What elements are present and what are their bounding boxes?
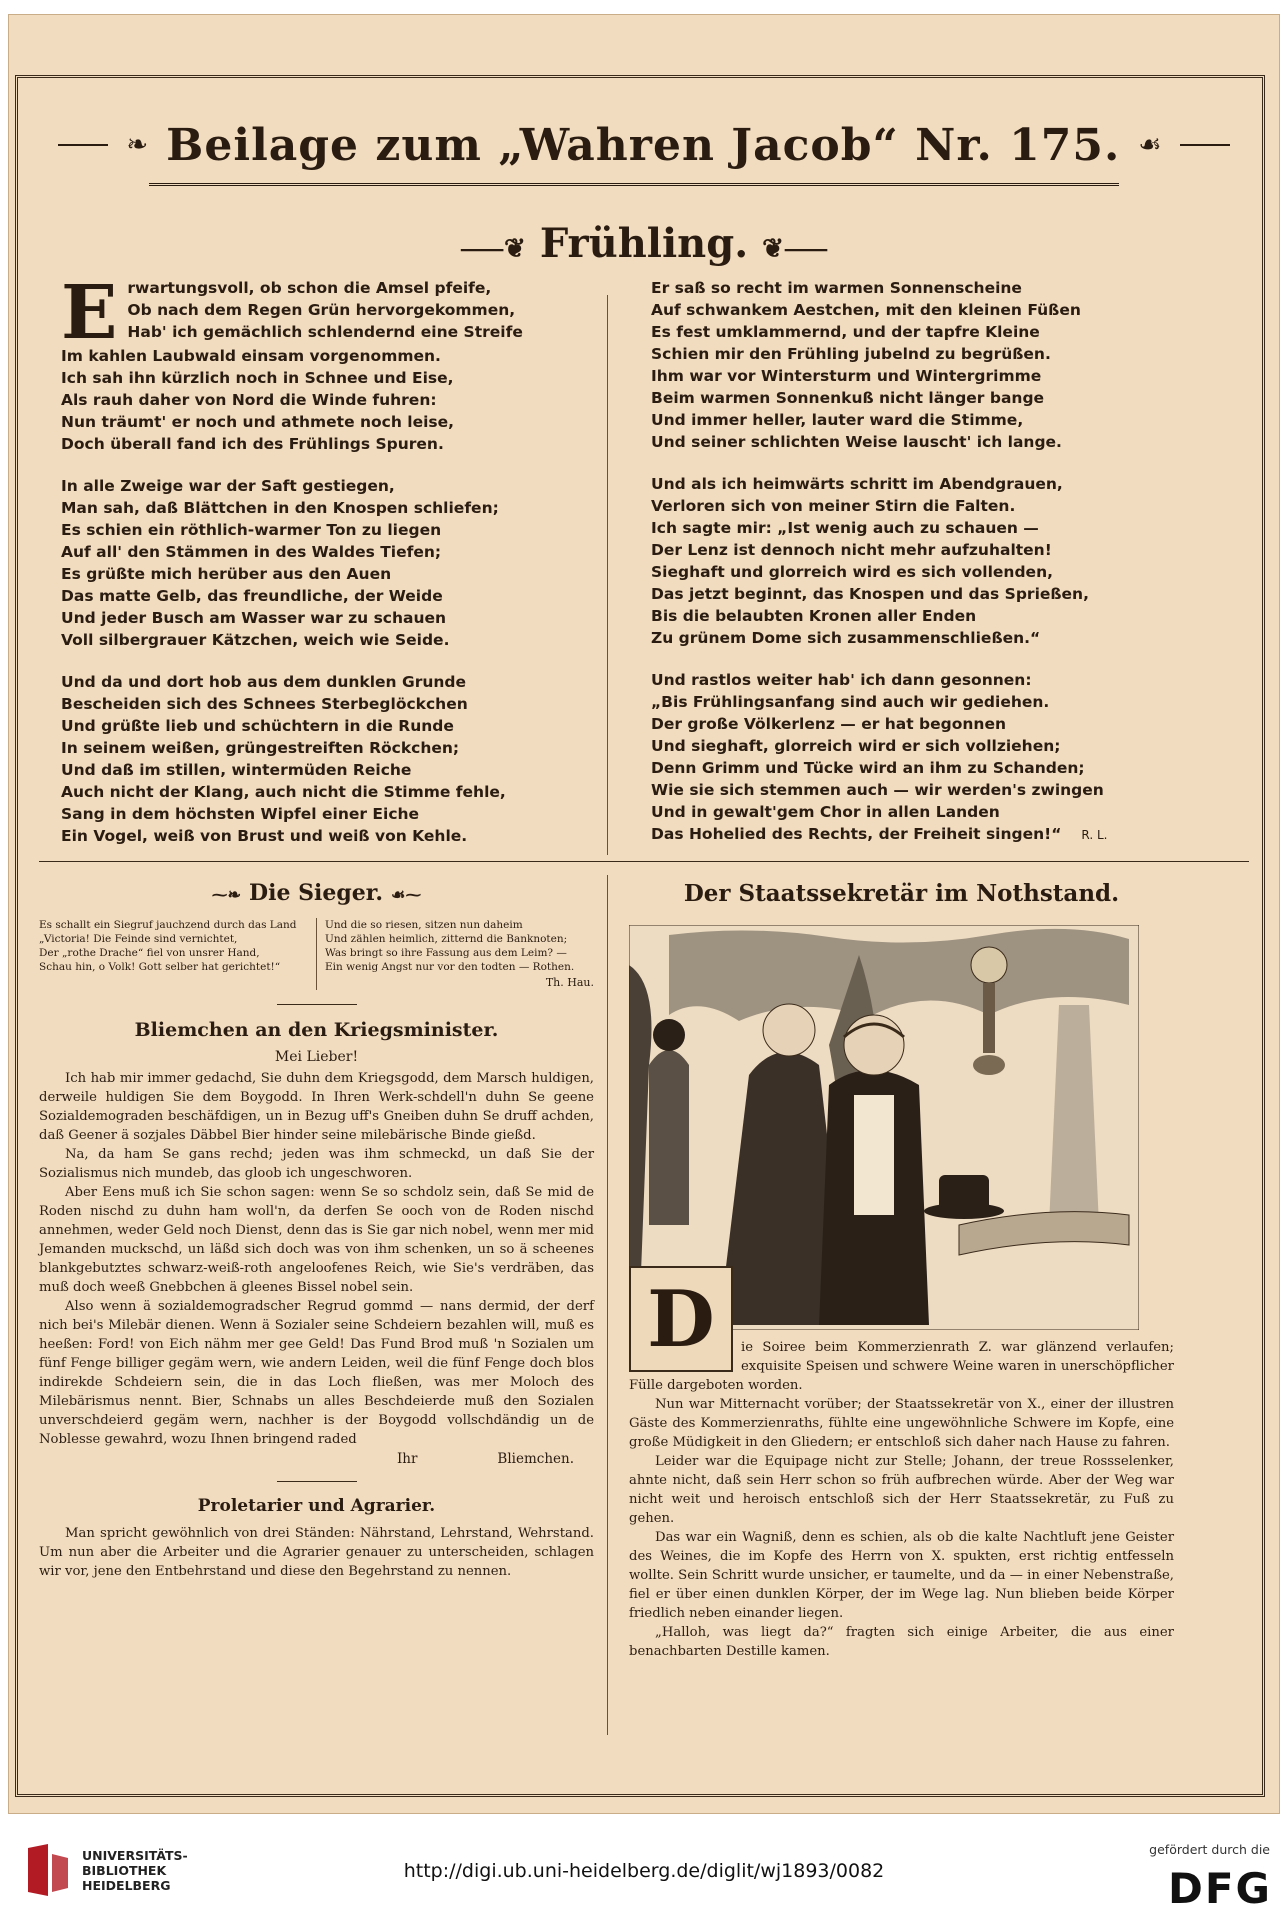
lower-column-divider <box>607 875 608 1735</box>
poem-line: Nun träumt' er noch und athmete noch leise, <box>61 413 455 431</box>
poem-line: Und immer heller, lauter ward die Stimme, <box>651 411 1024 429</box>
poem-line: Zu grünem Dome sich zusammenschließen.“ <box>651 629 1041 647</box>
poem-line: Man sah, daß Blättchen in den Knospen schliefen; <box>61 499 499 517</box>
staatssekretaer-title: Der Staatssekretär im Nothstand. <box>683 880 1120 907</box>
poem-line: Und die so riesen, sitzen nun daheim <box>325 919 523 931</box>
poem-line: Und grüßte lieb und schüchtern in die Runde <box>61 717 454 735</box>
paragraph: ie Soiree beim Kommerzienrath Z. war glänzend verlaufen; exquisite Speisen und schwere Weine waren in unerschöpflicher Fülle dargeboten worden. <box>629 1340 1174 1393</box>
poem-line: Als rauh daher von Nord die Winde fuhren: <box>61 391 437 409</box>
sieger-right-stanza <box>317 918 594 990</box>
bliemchen-letter <box>39 1069 594 1449</box>
paragraph: Leider war die Equipage nicht zur Stelle; Johann, der treue Rossselenker, ahnte nicht, daß sein Herr schon so früh aufbrechen würde. Aber der Weg war nicht weit und heroisch entschloß sich der Herr Staatssekretär, zu Fuß zu gehen. <box>629 1454 1174 1526</box>
poem-line: Ob nach dem Regen Grün hervorgekommen, <box>127 301 516 319</box>
poem-stanza <box>61 270 531 455</box>
footer-bar <box>0 1830 1288 1921</box>
closing-word: Ihr <box>396 1451 418 1467</box>
poem-line: Schien mir den Frühling jubelnd zu begrüßen. <box>651 345 1051 363</box>
flourish-left-icon: ❧ <box>126 130 149 160</box>
poem-line: Und da und dort hob aus dem dunklen Grunde <box>61 673 467 691</box>
staatssekretaer-story <box>629 1273 1174 1661</box>
poem-right-column <box>651 277 1121 866</box>
right-column <box>629 880 1174 1661</box>
sieger-signature: Th. Hau. <box>545 976 594 989</box>
poem-line: Sieghaft und glorreich wird es sich vollenden, <box>651 563 1053 581</box>
poem-line: „Bis Frühlingsanfang sind auch wir gediehen. <box>651 693 1050 711</box>
poem-line: Ich sagte mir: „Ist wenig auch zu schauen — <box>651 519 1039 537</box>
bliemchen-salutation: Mei Lieber! <box>274 1049 359 1065</box>
flourish-left-icon: ⁓❧ <box>211 885 242 904</box>
poem-title: Frühling. <box>539 220 749 267</box>
paragraph: Man spricht gewöhnlich von drei Ständen: Nährstand, Lehrstand, Wehrstand. Um nun aber die Arbeiter und die Agrarier genauer zu unterscheiden, schlagen wir vor, jene den Entbehrstand und diese den Begehrstand zu nennen. <box>39 1526 594 1579</box>
poem-stanza <box>61 475 531 651</box>
poem-line: Und als ich heimwärts schritt im Abendgrauen, <box>651 475 1063 493</box>
paragraph: Na, da ham Se gans rechd; jeden was ihm schmeckd, un daß Sie der Sozialismus nich mundeb, das gloob ich ungeschworen. <box>39 1147 594 1181</box>
bliemchen-closing <box>39 1451 594 1467</box>
paragraph: Das war ein Wagniß, denn es schien, als ob die kalte Nachtluft jene Geister des Weines, die im Kopfe des Herrn von X. spukten, erst richtig entfesseln wollte. Sein Schritt wurde unsicher, er taumelte, und da — in einer Nebenstraße, fiel er über einen dunklen Körper, der im Wege lag. Nun blieben beide Körper friedlich neben einander liegen. <box>629 1530 1174 1621</box>
poem-line: Ein wenig Angst nur vor den todten — Rothen. <box>325 961 575 973</box>
poem-line: Denn Grimm und Tücke wird an ihm zu Schanden; <box>651 759 1085 777</box>
poem-line: Ich sah ihn kürzlich noch in Schnee und Eise, <box>61 369 454 387</box>
laurel-left-icon: ⸺❦ <box>460 234 526 264</box>
dfg-logo: DFG <box>1167 1864 1272 1913</box>
sieger-poem <box>39 918 594 990</box>
poem-column-divider <box>607 295 608 855</box>
poem-line: Auf schwankem Aestchen, mit den kleinen Füßen <box>651 301 1081 319</box>
funding-label: gefördert durch die <box>1149 1842 1270 1857</box>
masthead <box>9 115 1279 175</box>
poem-stanza <box>61 671 531 847</box>
poem-line: Und seiner schlichten Weise lauscht' ich lange. <box>651 433 1062 451</box>
poem-line: Verloren sich von meiner Stirn die Falten. <box>651 497 1016 515</box>
bliemchen-signature: Bliemchen. <box>497 1451 574 1467</box>
poem-line: Und rastlos weiter hab' ich dann gesonnen: <box>651 671 1032 689</box>
proletarier-title: Proletarier und Agrarier. <box>197 1496 436 1516</box>
library-name: UNIVERSITÄTS- BIBLIOTHEK HEIDELBERG <box>82 1848 188 1893</box>
poem-stanza <box>651 277 1121 453</box>
paragraph: Nun war Mitternacht vorüber; der Staatssekretär von X., einer der illustren Gäste des Kommerzienraths, fühlte eine ungewöhnliche Schwere im Kopfe, eine große Müdigkeit in den Gliedern; er entschloß sich daher nach Hause zu fahren. <box>629 1397 1174 1450</box>
poem-line: Schau hin, o Volk! Gott selber hat gerichtet!“ <box>39 961 281 973</box>
poem-line: Und jeder Busch am Wasser war zu schauen <box>61 609 447 627</box>
poem-line: Es grüßte mich herüber aus den Auen <box>61 565 392 583</box>
newspaper-page <box>8 14 1280 1814</box>
poem-line: Und daß im stillen, wintermüden Reiche <box>61 761 412 779</box>
poem-signature: R. L. <box>1081 828 1108 842</box>
poem-left-column <box>61 270 531 867</box>
poem-line: rwartungsvoll, ob schon die Amsel pfeife, <box>127 279 492 297</box>
sieger-title: Die Sieger. <box>249 880 383 906</box>
poem-line: Ein Vogel, weiß von Brust und weiß von Kehle. <box>61 827 468 845</box>
poem-line: In alle Zweige war der Saft gestiegen, <box>61 477 395 495</box>
poem-line: „Victoria! Die Feinde sind vernichtet, <box>39 933 238 945</box>
masthead-title: Beilage zum „Wahren Jacob“ Nr. 175. <box>166 119 1121 171</box>
poem-line: Der Lenz ist dennoch nicht mehr aufzuhalten! <box>651 541 1052 559</box>
paragraph: „Halloh, was liegt da?“ fragten sich einige Arbeiter, die aus einer benachbarten Destille kamen. <box>629 1625 1174 1659</box>
poem-line: Bescheiden sich des Schnees Sterbeglöckchen <box>61 695 468 713</box>
paragraph: Ich hab mir immer gedachd, Sie duhn dem Kriegsgodd, dem Marsch huldigen, derweile huldigen Sie dem Boygodd. In Ihren Werk-schdell'n duhn Se geene Sozialdemograden beschäfdigen, un in Bezug uff's Gneiben duhn Se druff achden, daß Geener ä sozjales Däbbel Bier hinder seine milebärische Binde gießd. <box>39 1071 594 1143</box>
paragraph: Aber Eens muß ich Sie schon sagen: wenn Se so schdolz sein, daß Se mid de Roden nischd zu duhn ham woll'n, da derfen Se ooch von de Roden nischd annehmen, weder Geld noch Dienst, denn das is Sie gar nich nobel, wenn mer mid Jemanden muckschd, un läßd sich doch was von ihm schenken, un so ä scheenes blankgebutztes schwarz-weiß-roth angeloofenes Reich, wie Sie's verdräben, das muß doch weeß Gnebbchen ä gleenes Bissel nobel sein. <box>39 1185 594 1295</box>
source-url[interactable]: http://digi.ub.uni-heidelberg.de/diglit/wj1893/0082 <box>403 1860 885 1882</box>
divider-rule <box>277 1004 357 1005</box>
poem-line: Das jetzt beginnt, das Knospen und das Sprießen, <box>651 585 1089 603</box>
poem-line: Wie sie sich stemmen auch — wir werden's zwingen <box>651 781 1104 799</box>
poem-stanza <box>651 473 1121 649</box>
left-column <box>39 880 594 1581</box>
poem-stanza <box>651 669 1121 846</box>
poem-line: In seinem weißen, grüngestreiften Röckchen; <box>61 739 460 757</box>
poem-line: Im kahlen Laubwald einsam vorgenommen. <box>61 347 441 365</box>
bliemchen-title: Bliemchen an den Kriegsminister. <box>134 1019 499 1041</box>
divider-rule <box>277 1481 357 1482</box>
poem-line: Doch überall fand ich des Frühlings Spuren. <box>61 435 444 453</box>
poem-line: Das Hohelied des Rechts, der Freiheit singen!“ <box>651 825 1062 843</box>
poem-line: Der „rothe Drache“ fiel von unsrer Hand, <box>39 947 260 959</box>
flourish-right-icon: ☙⁓ <box>391 885 422 904</box>
poem-line: Und in gewalt'gem Chor in allen Landen <box>651 803 1000 821</box>
poem-line: Er saß so recht im warmen Sonnenscheine <box>651 279 1022 297</box>
poem-dropcap: E <box>61 270 118 356</box>
poem-line: Das matte Gelb, das freundliche, der Weide <box>61 587 443 605</box>
proletarier-text <box>39 1524 594 1581</box>
poem-line: Und sieghaft, glorreich wird er sich vollziehen; <box>651 737 1061 755</box>
sieger-left-stanza <box>39 918 317 990</box>
flourish-right-icon: ☙ <box>1138 130 1162 160</box>
poem-line: Auch nicht der Klang, auch nicht die Stimme fehle, <box>61 783 506 801</box>
masthead-rule <box>149 183 1119 186</box>
poem-line: Sang in dem höchsten Wipfel einer Eiche <box>61 805 420 823</box>
poem-line: Es schien ein röthlich-warmer Ton zu liegen <box>61 521 442 539</box>
poem-line: Der große Völkerlenz — er hat begonnen <box>651 715 1007 733</box>
poem-line: Und zählen heimlich, zitternd die Banknoten; <box>325 933 568 945</box>
poem-line: Es schallt ein Siegruf jauchzend durch das Land <box>39 919 297 931</box>
poem-line: Hab' ich gemächlich schlendernd eine Streife <box>127 323 523 341</box>
poem-line: Bis die belaubten Kronen aller Enden <box>651 607 977 625</box>
poem-line: Es fest umklammernd, und der tapfre Kleine <box>651 323 1040 341</box>
poem-line: Auf all' den Stämmen in des Waldes Tiefen; <box>61 543 442 561</box>
poem-line: Ihm war vor Wintersturm und Wintergrimme <box>651 367 1042 385</box>
poem-heading <box>9 220 1279 267</box>
poem-line: Beim warmen Sonnenkuß nicht länger bange <box>651 389 1045 407</box>
laurel-right-icon: ❦⸺ <box>762 234 828 264</box>
poem-line: Was bringt so ihre Fassung aus dem Leim? — <box>325 947 567 959</box>
sieger-heading <box>39 880 594 906</box>
poem-line: Voll silbergrauer Kätzchen, weich wie Seide. <box>61 631 450 649</box>
paragraph: Also wenn ä sozialdemogradscher Regrud gommd — nans dermid, der derf nich bei's Milebär dienen. Wenn ä Sozialer seine Schdeiern bezahlen will, muß es heeßen: Ford! von Eich nähm mer gee Geld! Das Fund Brod muß 'n Sozialen um fünf Fenge billiger gegäm wern, wie andern Leiden, weil die fünf Fenge doch blos indirekde Schdeiern sein, die in das Loch fließen, was mer Moloch des Milebärismus nennt. Bier, Schnabs un alles Beschdeierde muß den Sozialen unverschdeierd gegäm wern, nachher is der Boygodd vollschdändig un de Noblesse gewahrd, wozu Ihnen bringend raded <box>39 1299 594 1447</box>
ornamental-initial: D <box>629 1266 733 1372</box>
section-divider <box>39 861 1249 862</box>
